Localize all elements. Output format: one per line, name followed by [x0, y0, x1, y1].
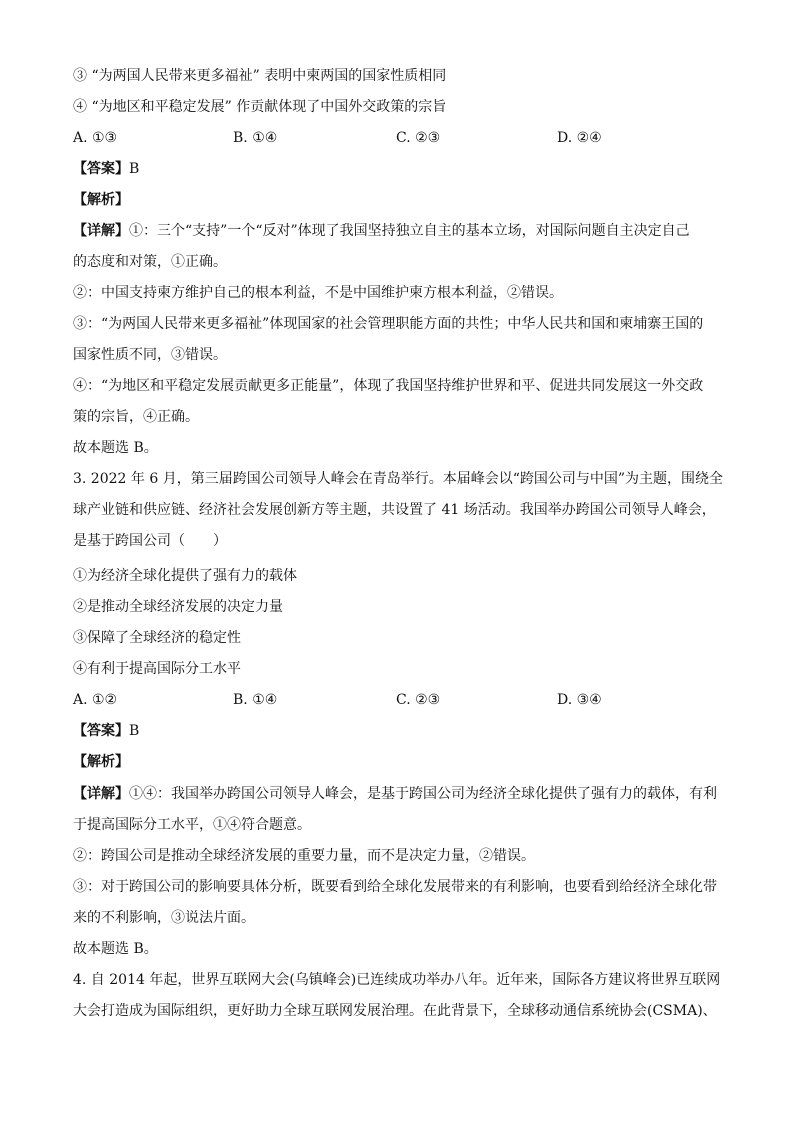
q2-detail-line: ④：“为地区和平稳定发展贡献更多正能量”，体现了我国坚持维护世界和平、促进共同发展这一外交政	[73, 378, 704, 394]
q2-detail-line: 策的宗旨，④正确。	[73, 409, 199, 425]
q2-statement-3: ③ “为两国人民带来更多福祉” 表明中柬两国的国家性质相同	[73, 68, 447, 84]
q2-option-a: A. ①③	[73, 130, 118, 146]
q3-answer	[73, 721, 723, 741]
q3-option-c: C. ②③	[396, 692, 441, 708]
q3-option-b: B. ①④	[233, 692, 278, 708]
q4-stem-line: 大会打造成为国际组织，更好助力全球互联网发展治理。在此背景下，全球移动通信系统协会(CSMA)、	[73, 1003, 717, 1019]
q3-detail-line: 于提高国际分工水平，①④符合题意。	[73, 817, 311, 833]
answer-value: B	[129, 723, 140, 739]
q2-answer	[73, 159, 723, 179]
answer-tag: 【答案】	[73, 723, 129, 739]
detail-text: ①：三个“支持”一个“反对”体现了我国坚持独立自主的基本立场，对国际问题自主决定自己	[129, 223, 690, 239]
q2-detail-line	[73, 221, 723, 241]
q3-option-a: A. ①②	[73, 692, 118, 708]
q2-conclusion: 故本题选 B。	[73, 440, 158, 456]
q3-statement-3: ③保障了全球经济的稳定性	[73, 630, 241, 646]
detail-tag: 【详解】	[73, 223, 129, 239]
q3-stem-line: 球产业链和供应链、经济社会发展创新方等主题，共设置了 41 场活动。我国举办跨国公司领导人峰会，	[73, 502, 716, 518]
q4-stem-line: 4. 自 2014 年起，世界互联网大会(乌镇峰会)已连续成功举办八年。近年来，国际各方建议将世界互联网	[73, 972, 721, 988]
q3-statement-1: ①为经济全球化提供了强有力的载体	[73, 568, 297, 584]
q2-option-c: C. ②③	[396, 130, 441, 146]
q3-option-d: D. ③④	[557, 692, 602, 708]
q3-detail-line	[73, 784, 723, 804]
q3-detail-line: ③：对于跨国公司的影响要具体分析，既要看到给全球化发展带来的有利影响，也要看到给经济全球化带	[73, 879, 717, 895]
q2-statement-4: ④ “为地区和平稳定发展” 作贡献体现了中国外交政策的宗旨	[73, 99, 447, 115]
q3-detail-line: ②：跨国公司是推动全球经济发展的重要力量，而不是决定力量，②错误。	[73, 848, 535, 864]
detail-tag: 【详解】	[73, 786, 129, 802]
q2-detail-line: ②：中国支持柬方维护自己的根本利益，不是中国维护柬方根本利益，②错误。	[73, 285, 563, 301]
q3-detail-line: 来的不利影响，③说法片面。	[73, 910, 255, 926]
answer-tag: 【答案】	[73, 161, 129, 177]
q2-detail-line: 国家性质不同，③错误。	[73, 347, 227, 363]
q2-option-b: B. ①④	[233, 130, 278, 146]
q2-detail-line: ③：“为两国人民带来更多福祉”体现国家的社会管理职能方面的共性；中华人民共和国和柬埔寨王国的	[73, 316, 704, 332]
q3-stem-line: 3. 2022 年 6 月，第三届跨国公司领导人峰会在青岛举行。本届峰会以“跨国公司与中国”为主题，围绕全	[73, 471, 724, 487]
detail-text: ①④：我国举办跨国公司领导人峰会，是基于跨国公司为经济全球化提供了强有力的载体，有利	[129, 786, 717, 802]
q3-statement-4: ④有利于提高国际分工水平	[73, 661, 241, 677]
answer-value: B	[129, 161, 140, 177]
q2-analysis-tag: 【解析】	[73, 192, 129, 208]
q2-detail-line: 的态度和对策，①正确。	[73, 254, 227, 270]
q3-analysis-tag: 【解析】	[73, 754, 129, 770]
q3-conclusion: 故本题选 B。	[73, 941, 158, 957]
q3-statement-2: ②是推动全球经济发展的决定力量	[73, 599, 283, 615]
q3-stem-line: 是基于跨国公司（ ）	[73, 533, 227, 549]
q2-option-d: D. ②④	[557, 130, 602, 146]
